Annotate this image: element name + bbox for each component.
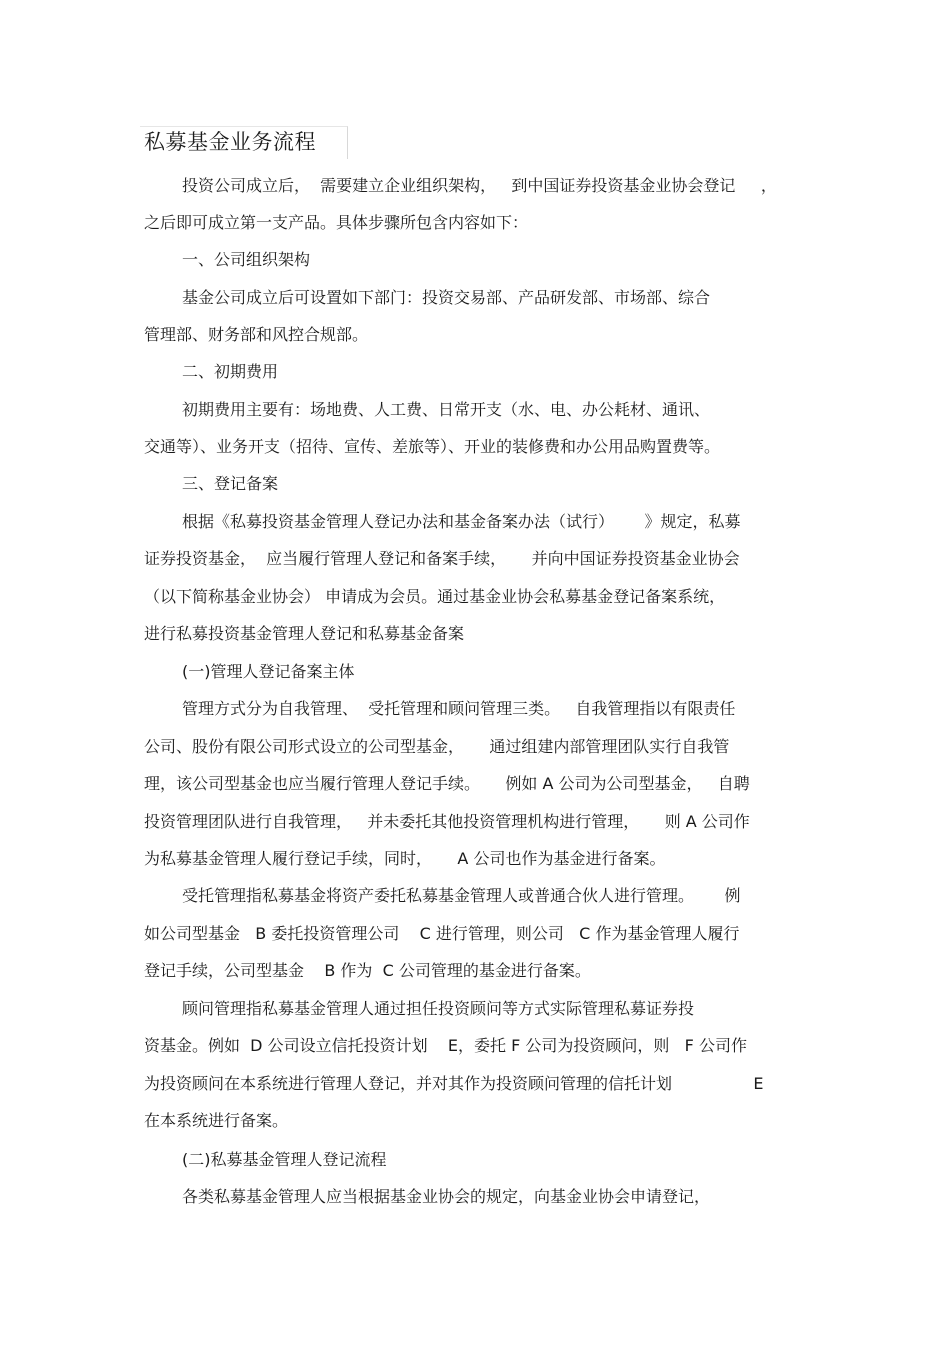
document-title: 私募基金业务流程 <box>144 130 316 154</box>
section-heading: 一、公司组织架构 <box>182 250 311 269</box>
paragraph-line: 顾问管理指私募基金管理人通过担任投资顾问等方式实际管理私募证券投 <box>182 999 695 1018</box>
paragraph-line: 根据《私募投资基金管理人登记办法和基金备案办法（试行） 》规定，私募 <box>182 512 741 531</box>
paragraph-line: 为私募基金管理人履行登记手续，同时， A 公司也作为基金进行备案。 <box>144 849 666 868</box>
paragraph-line: 受托管理指私募基金将资产委托私募基金管理人或普通合伙人进行管理。 例 <box>182 886 741 905</box>
paragraph-line: 交通等）、业务开支（招待、宣传、差旅等）、开业的装修费和办公用品购置费等。 <box>144 437 721 456</box>
paragraph-line: 在本系统进行备案。 <box>144 1111 289 1130</box>
paragraph-line: （以下简称基金业协会） 申请成为会员。通过基金业协会私募基金登记备案系统， <box>144 587 726 606</box>
paragraph-line: 投资管理团队进行自我管理， 并未委托其他投资管理机构进行管理， 则 A 公司作 <box>144 812 750 831</box>
paragraph-line: 如公司型基金 B 委托投资管理公司 C 进行管理，则公司 C 作为基金管理人履行 <box>144 924 740 943</box>
paragraph-line: 基金公司成立后可设置如下部门：投资交易部、产品研发部、市场部、综合 <box>182 288 711 307</box>
paragraph-line: 之后即可成立第一支产品。具体步骤所包含内容如下： <box>144 213 529 232</box>
section-heading: 二、初期费用 <box>182 362 279 381</box>
paragraph-line: 初期费用主要有：场地费、人工费、日常开支（水、电、办公耗材、通讯、 <box>182 400 711 419</box>
paragraph-line: 投资公司成立后， 需要建立企业组织架构， 到中国证券投资基金业协会登记 ， <box>182 176 777 195</box>
section-heading: 三、登记备案 <box>182 474 279 493</box>
paragraph-line: 资基金。例如 D 公司设立信托投资计划 E，委托 F 公司为投资顾问，则 F 公司作 <box>144 1036 747 1055</box>
paragraph-line: 为投资顾问在本系统进行管理人登记，并对其作为投资顾问管理的信托计划 E <box>144 1074 764 1093</box>
paragraph-line: 登记手续，公司型基金 B 作为 C 公司管理的基金进行备案。 <box>144 961 591 980</box>
paragraph-line: 管理部、财务部和风控合规部。 <box>144 325 369 344</box>
paragraph-line: 证券投资基金， 应当履行管理人登记和备案手续， 并向中国证券投资基金业协会 <box>144 549 740 568</box>
paragraph-line: 理，该公司型基金也应当履行管理人登记手续。 例如 A 公司为公司型基金， 自聘 <box>144 774 750 793</box>
paragraph-line: 管理方式分为自我管理、 受托管理和顾问管理三类。 自我管理指以有限责任 <box>182 699 736 718</box>
subsection-heading: (一)管理人登记备案主体 <box>182 662 355 681</box>
paragraph-line: 各类私募基金管理人应当根据基金业协会的规定，向基金业协会申请登记， <box>182 1187 711 1206</box>
paragraph-line: 公司、股份有限公司形式设立的公司型基金， 通过组建内部管理团队实行自我管 <box>144 737 730 756</box>
paragraph-line: 进行私募投资基金管理人登记和私募基金备案 <box>144 624 465 643</box>
subsection-heading: (二)私募基金管理人登记流程 <box>182 1150 387 1169</box>
